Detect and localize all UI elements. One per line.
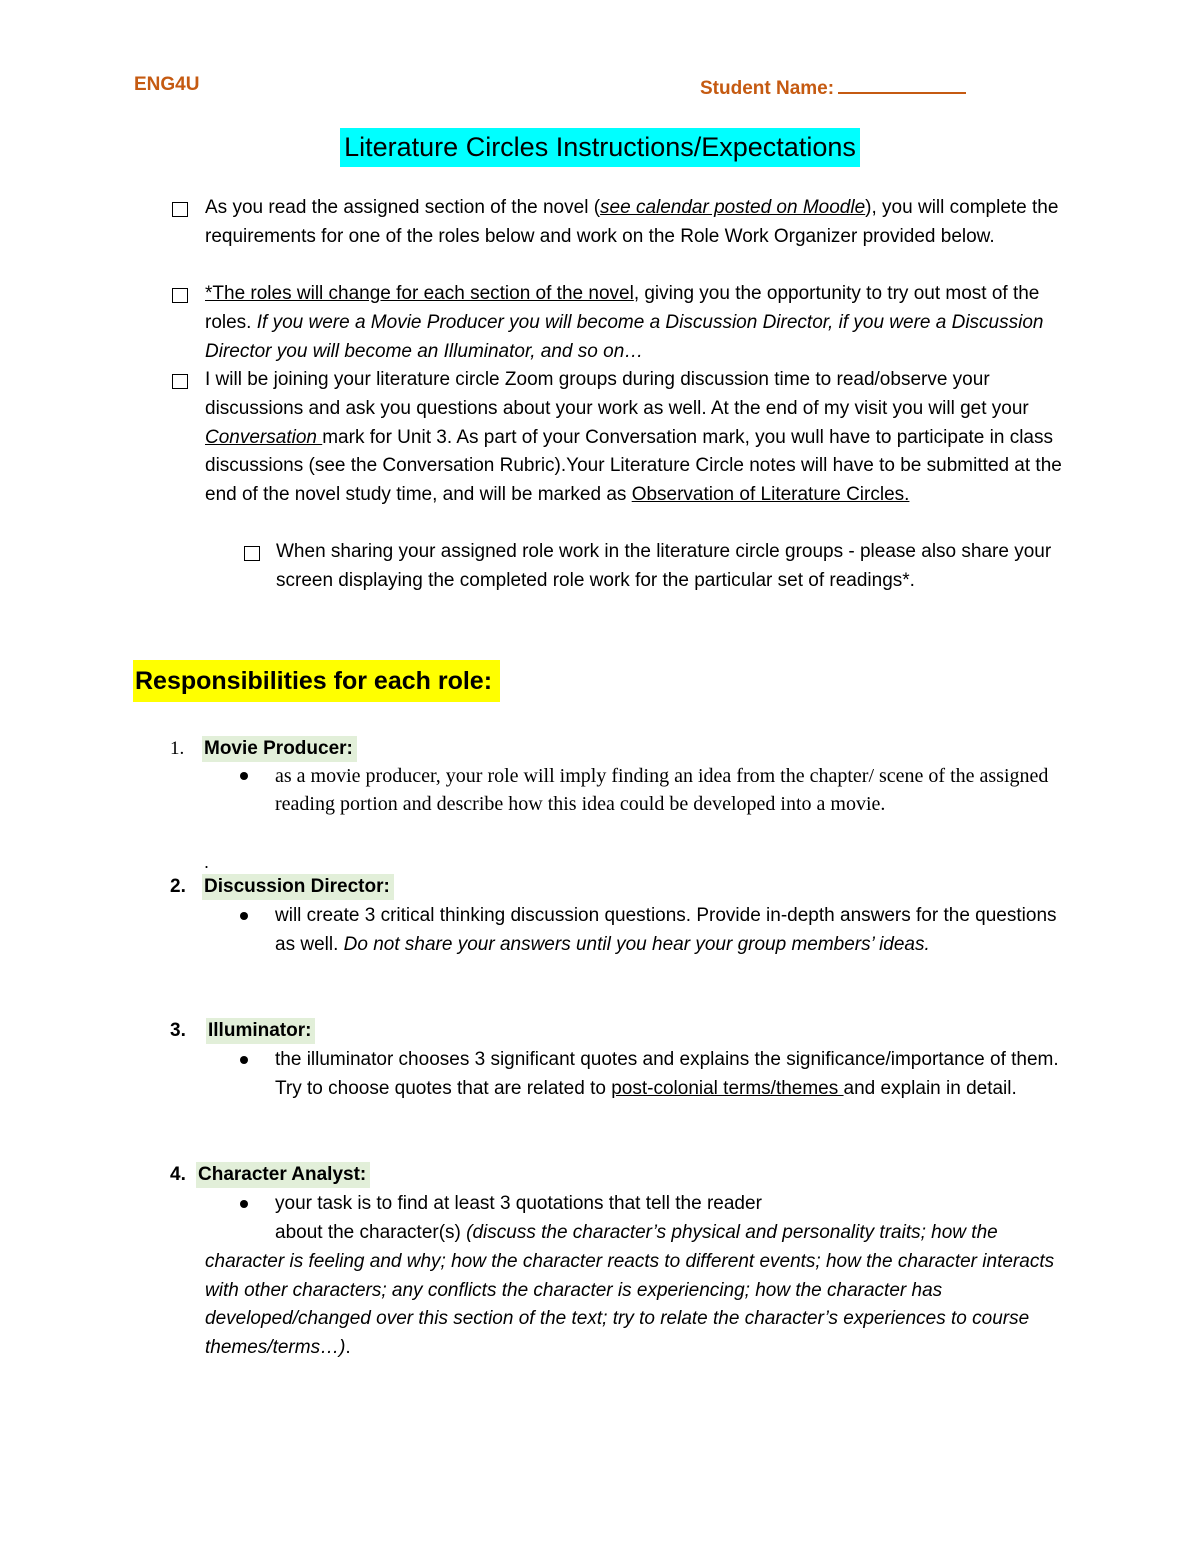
roles-change-note: *The roles will change for each section of the novel — [205, 283, 634, 304]
role-number: 2. — [170, 876, 186, 897]
role-description — [275, 1046, 1075, 1104]
checklist-item-1-text-end: ), you will complete the requirements for one of the roles below and work on the Role Work Organizer provided below. — [205, 197, 1059, 247]
student-name-blank — [838, 74, 966, 94]
checklist-item-1-text: As you read the assigned section of the novel ( — [205, 197, 601, 218]
role-description — [275, 902, 1075, 960]
role-number: 4. — [170, 1164, 186, 1185]
role-title-discussion-director: Discussion Director: — [202, 874, 394, 900]
bullet-icon — [240, 772, 248, 780]
role-description-italic: Do not share your answers until you hear your group members’ ideas. — [343, 933, 930, 955]
checkbox-icon — [172, 288, 188, 303]
role-description: as a movie producer, your role will imply finding an idea from the chapter/ scene of the assigned reading portion and describe how this idea could be developed into a movie. — [275, 765, 1049, 815]
checklist-item-2 — [205, 280, 1075, 366]
checkbox-icon — [172, 374, 188, 389]
bullet-icon — [240, 1200, 248, 1208]
checklist-item-1 — [205, 194, 1075, 252]
title-wrap — [0, 128, 1200, 167]
role-description-text: will create 3 critical thinking discussion questions. Provide in-depth answers for the questions as well. — [275, 905, 1057, 955]
bullet-icon — [240, 1056, 248, 1064]
bullet-icon — [240, 912, 248, 920]
role-title-character-analyst: Character Analyst: — [196, 1162, 370, 1188]
stray-period: . — [204, 852, 210, 872]
checklist-item-3 — [205, 366, 1075, 510]
observation-term: Observation of Literature Circles. — [631, 484, 910, 506]
role-description-text: the illuminator chooses 3 significant quotes and explains the significance/importance of them. Try to choose quotes that are related to — [275, 1049, 1059, 1099]
moodle-calendar-link[interactable]: see calendar posted on Moodle — [600, 197, 866, 218]
checklist-item-2-italic: If you were a Movie Producer you will become a Discussion Director, if you were a Discussion Director you will become an Illuminator, and so on… — [205, 311, 1044, 362]
role-description-italic: (discuss the character’s physical and personality traits; how the character is feeling and why; how the character reacts to different events; how the character interacts with other characters; any conflicts the character is experiencing; how the character has developed/changed over this section of the text; try to relate the character’s experiences to course themes/terms…) — [205, 1222, 1055, 1359]
role-description-line1: your task is to find at least 3 quotations that tell the reader — [275, 1193, 762, 1214]
role-title-illuminator: Illuminator: — [206, 1018, 315, 1044]
checklist-sub-item: When sharing your assigned role work in the literature circle groups - please also share your screen displaying the completed role work for the particular set of readings*. — [276, 541, 1052, 591]
conversation-term: Conversation — [205, 426, 323, 448]
course-code: ENG4U — [134, 74, 200, 95]
role-description-end: . — [345, 1337, 351, 1359]
checklist-item-3-text-mid: mark for Unit 3. As part of your Conversation mark, you wull have to participate in class discussions (see the Conversation Rubric).Your Literature Circle notes will have to be submitted at the end of the novel study time, and will be marked as — [205, 426, 1062, 506]
responsibilities-heading: Responsibilities for each role: — [133, 660, 500, 702]
checkbox-icon — [244, 546, 260, 561]
student-name-field — [700, 74, 966, 100]
checklist-item-3-text: I will be joining your literature circle Zoom groups during discussion time to read/observe your discussions and ask you questions about your work as well. At the end of my visit you will get your — [205, 369, 1029, 419]
page-title: Literature Circles Instructions/Expectations — [340, 128, 860, 167]
role-description-end: and explain in detail. — [843, 1077, 1017, 1099]
role-title-movie-producer: Movie Producer: — [202, 736, 357, 762]
checklist-item-2-text: , giving you the opportunity to try out most of the roles. — [205, 283, 1040, 333]
student-name-label: Student Name: — [700, 78, 835, 99]
postcolonial-terms: post-colonial terms/themes — [611, 1077, 844, 1099]
role-description-text: about the character(s) — [275, 1222, 467, 1243]
checkbox-icon — [172, 202, 188, 217]
role-number: 3. — [170, 1020, 186, 1041]
role-number: 1. — [170, 738, 185, 759]
role-description-continued — [205, 1219, 1075, 1363]
